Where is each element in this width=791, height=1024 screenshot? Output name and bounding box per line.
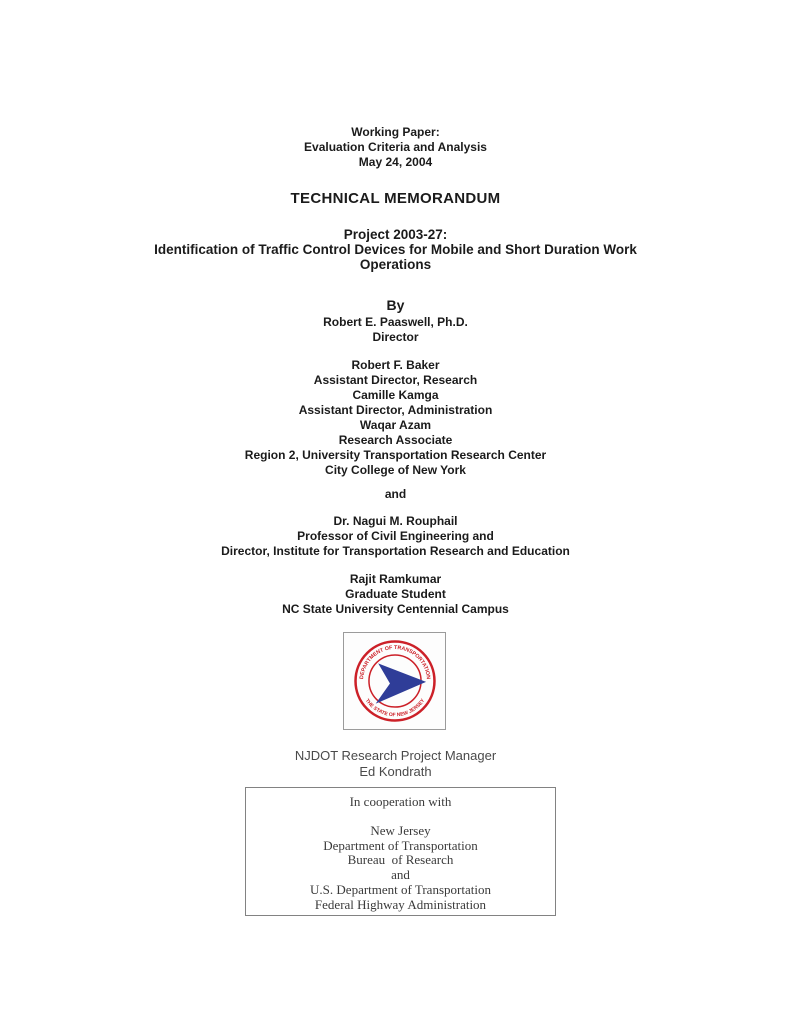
graduate-student-title: Graduate Student — [345, 587, 446, 601]
cooperation-agency: Department of Transportation — [323, 837, 478, 853]
research-team — [0, 358, 791, 478]
team-member-title: Research Associate — [338, 433, 453, 447]
co-investigator-affiliation: Director, Institute for Transportation Research and Education — [221, 544, 570, 558]
team-affiliation: Region 2, University Transportation Research Center — [244, 448, 547, 462]
by-label: By — [386, 297, 405, 313]
project-manager-block — [0, 748, 791, 779]
working-paper-header — [0, 125, 791, 170]
project-manager-name: Ed Kondrath — [359, 763, 432, 779]
co-investigator-title: Professor of Civil Engineering and — [297, 529, 494, 543]
working-paper-label: Working Paper: — [351, 125, 440, 139]
co-investigator — [0, 514, 791, 559]
working-paper-subtitle: Evaluation Criteria and Analysis — [304, 140, 487, 154]
cooperation-box — [245, 787, 556, 916]
logo-top-text: DEPARTMENT OF TRANSPORTATION — [358, 645, 431, 680]
team-member-title: Assistant Director, Research — [313, 373, 478, 387]
graduate-student-affiliation: NC State University Centennial Campus — [282, 602, 509, 616]
memo-title: TECHNICAL MEMORANDUM — [290, 190, 501, 207]
project-manager-label: NJDOT Research Project Manager — [294, 748, 497, 763]
cooperation-agency: New Jersey — [370, 822, 431, 838]
team-member-title: Assistant Director, Administration — [298, 403, 493, 417]
project-title-line1: Identification of Traffic Control Devices for Mobile and Short Duration Work — [154, 242, 637, 257]
and-label: and — [384, 487, 407, 501]
cooperation-and: and — [391, 867, 410, 883]
team-member-name: Robert F. Baker — [351, 358, 440, 372]
project-title-block — [0, 227, 791, 272]
team-member-name: Waqar Azam — [359, 418, 432, 432]
cooperation-agency: U.S. Department of Transportation — [310, 881, 491, 897]
cooperation-agency: Bureau of Research — [347, 852, 454, 868]
principal-title: Director — [372, 330, 419, 344]
njdot-logo-box — [343, 632, 446, 730]
principal-investigator — [0, 315, 791, 345]
cooperation-spacer — [246, 810, 555, 824]
njdot-logo-icon — [353, 639, 437, 723]
cooperation-intro: In cooperation with — [349, 794, 452, 809]
co-investigator-name: Dr. Nagui M. Rouphail — [333, 514, 458, 528]
cooperation-agency: Federal Highway Administration — [314, 896, 487, 912]
working-paper-date: May 24, 2004 — [358, 155, 433, 169]
team-member-name: Camille Kamga — [352, 388, 439, 402]
project-number: Project 2003-27: — [343, 227, 448, 242]
graduate-student — [0, 572, 791, 617]
graduate-student-name: Rajit Ramkumar — [349, 572, 442, 586]
principal-name: Robert E. Paaswell, Ph.D. — [323, 315, 468, 329]
team-affiliation: City College of New York — [325, 463, 466, 477]
project-title-line2: Operations — [359, 257, 432, 272]
logo-bottom-text: THE STATE OF NEW JERSEY — [363, 697, 426, 719]
